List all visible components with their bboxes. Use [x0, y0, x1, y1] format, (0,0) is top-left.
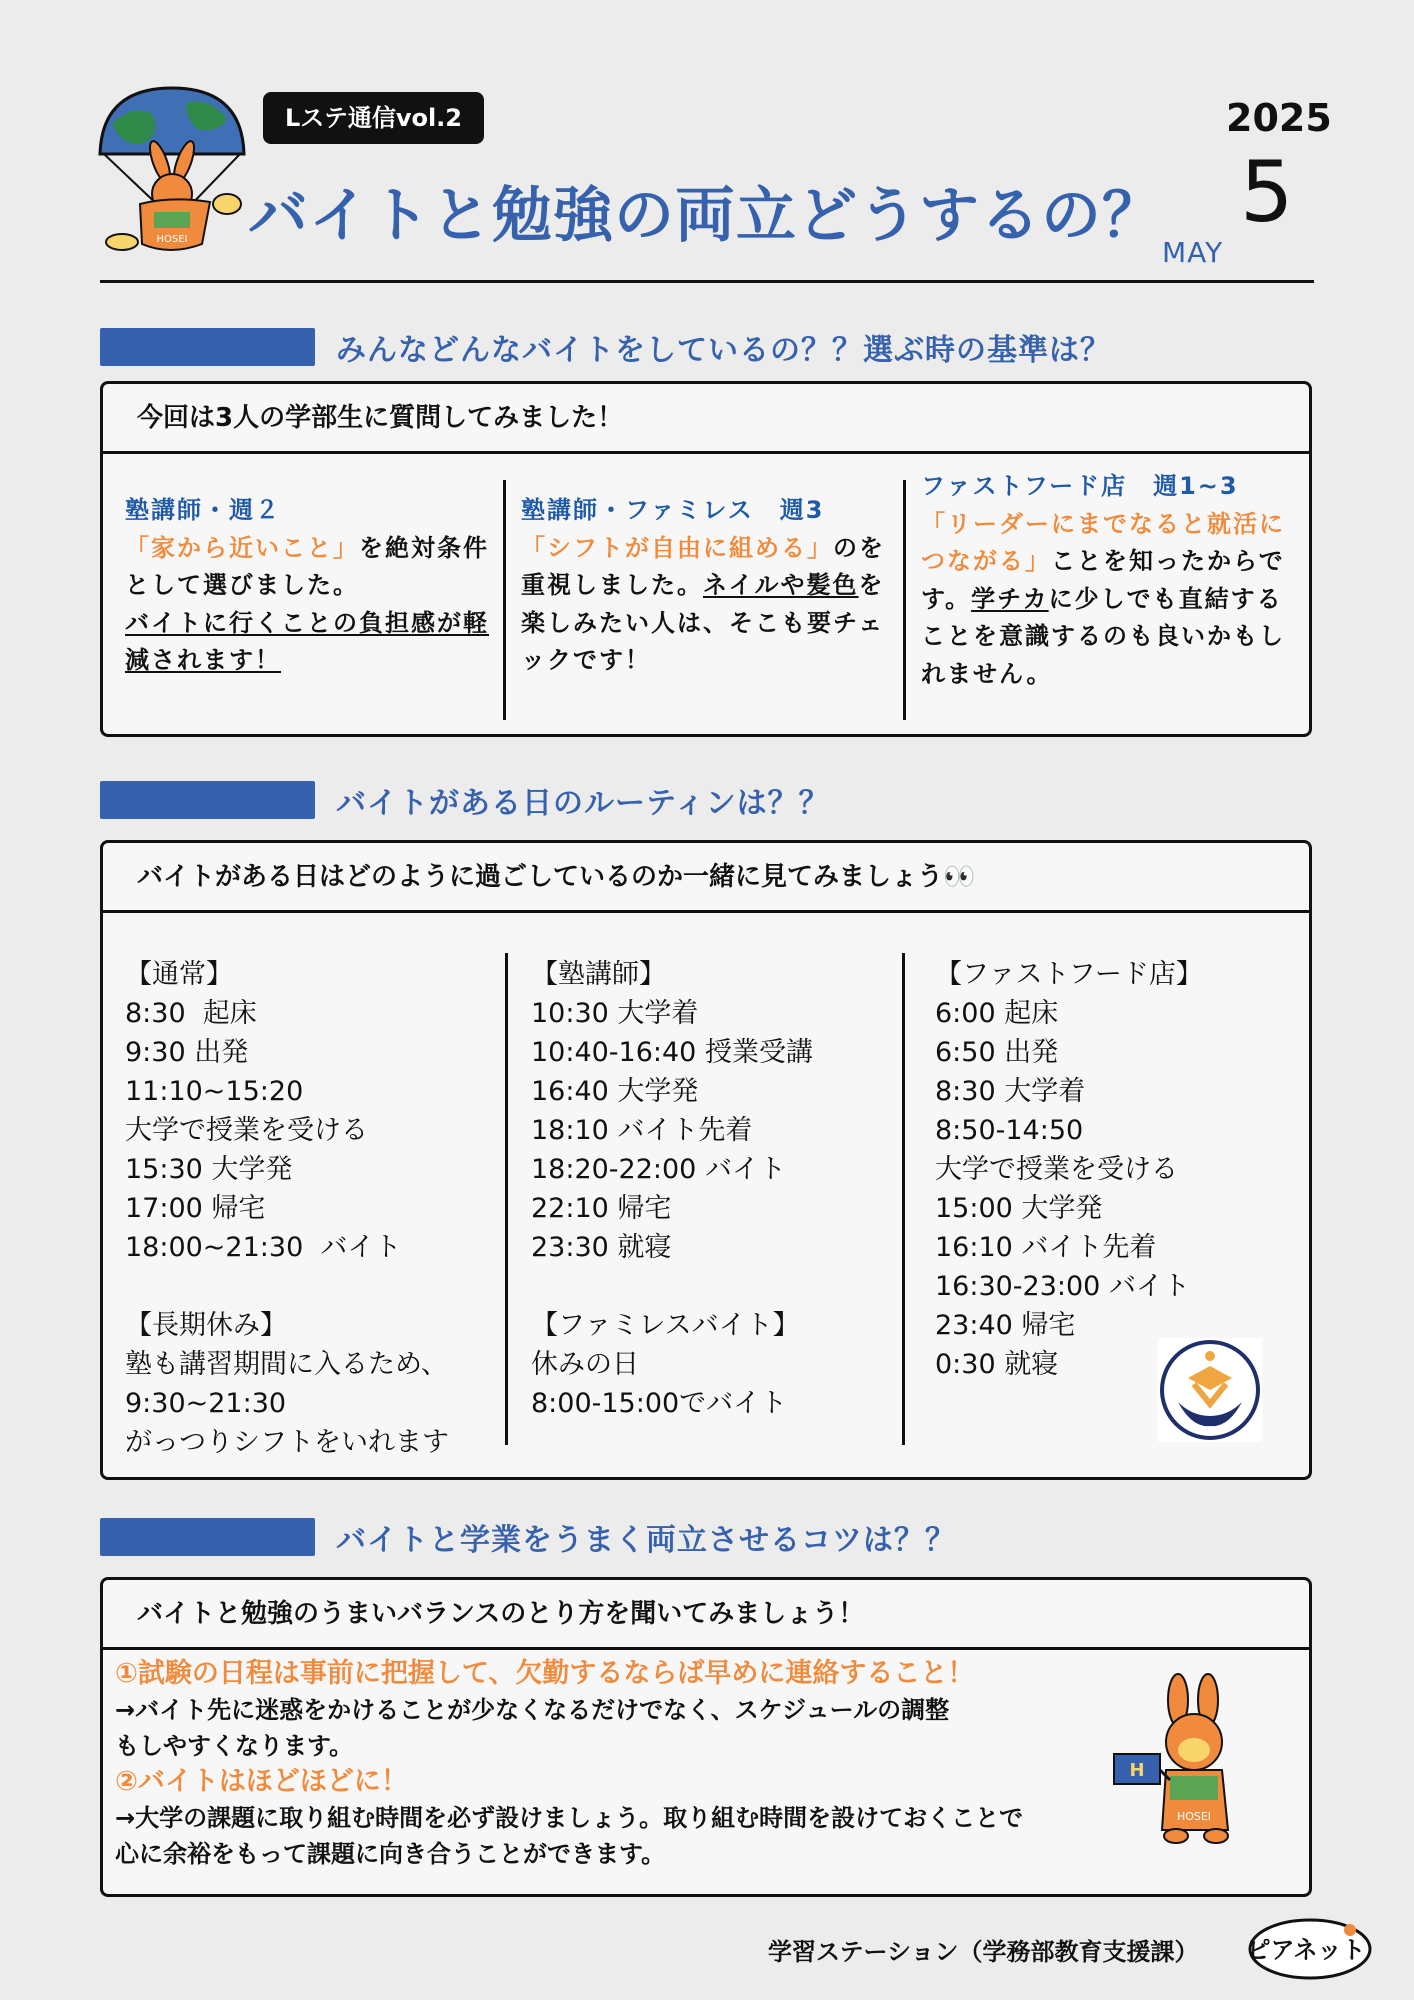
title-divider [100, 280, 1314, 283]
person-1-underline: バイトに行くことの負担感が軽減されます！ [125, 608, 489, 674]
learning-station-emblem-icon [1158, 1338, 1262, 1442]
issue-month-name: MAY [1162, 236, 1224, 269]
tip-2-line-2: 心に余裕をもって課題に向き合うことができます。 [115, 1840, 666, 1868]
page-title: バイトと勉強の両立どうするの？ [248, 181, 1163, 251]
section1-bar [100, 328, 315, 366]
person-1-type: 塾講師・週２ [125, 496, 281, 524]
peer-net-logo [1246, 1916, 1374, 1982]
section1-title: みんなどんなバイトをしているの？？選ぶ時の基準は？ [336, 333, 1111, 368]
section3-box-head: バイトと勉強のうまいバランスのとり方を聞いてみましょう！ [103, 1580, 1309, 1650]
person-1-highlight: 「家から近いこと」 [125, 533, 359, 562]
footer-organization: 学習ステーション（学務部教育支援課） [768, 1938, 1199, 1966]
person-card-1 [125, 492, 495, 680]
person-1-text: を絶対条件として選びました。 [125, 533, 489, 599]
person-card-3 [921, 468, 1297, 693]
section1-box-head: 今回は3人の学部生に質問してみました！ [103, 384, 1309, 454]
column-divider [505, 953, 508, 1445]
schedule-tutor: 【塾講師】 10:30 大学着 10:40-16:40 授業受講 16:40 大学発 18:10 バイト先着 18:20-22:00 バイト 22:10 帰宅 23:30 就寝 【ファミレスバイト】 休みの日 8:00-15:00でバイト [531, 959, 813, 1419]
issue-year: 2025 [1226, 96, 1332, 140]
schedule-fastfood: 【ファストフード店】 6:00 起床 6:50 出発 8:30 大学着 8:50-14:50 大学で授業を受ける 15:00 大学発 16:10 バイト先着 16:30-23:00 バイト 23:40 帰宅 0:30 就寝 [935, 959, 1203, 1380]
issue-badge: Lステ通信vol.2 [263, 92, 484, 144]
section1-box [100, 381, 1312, 737]
person-2-underline: ネイルや髪色 [703, 571, 859, 599]
tip-1-line-1: →バイト先に迷惑をかけることが少なくなるだけでなく、スケジュールの調整 [115, 1696, 950, 1724]
column-divider [503, 480, 506, 720]
person-2-text2: を楽しみたい人は、そこも要チェックです！ [521, 571, 885, 674]
person-2-type: 塾講師・ファミレス 週3 [521, 496, 825, 524]
schedule-regular: 【通常】 8:30 起床 9:30 出発 11:10~15:20 大学で授業を受ける 15:30 大学発 17:00 帰宅 18:00~21:30 バイト 【長期休み】 塾も講習期間に入るため、 9:30~21:30 がっつりシフトをいれます [125, 959, 449, 1458]
person-3-text: ことを知ったからです。 [921, 547, 1285, 613]
person-3-type: ファストフード店 週1~3 [921, 472, 1239, 500]
svg-text:H: H [1129, 1760, 1145, 1781]
section2-title: バイトがある日のルーティンは？？ [336, 786, 830, 821]
person-2-highlight: 「シフトが自由に組める」 [521, 533, 833, 562]
svg-text:HOSEI: HOSEI [1176, 1810, 1212, 1823]
svg-text:ピアネット: ピアネット [1246, 1936, 1366, 1964]
section2-box-head: バイトがある日はどのように過ごしているのか一緒に見てみましょう👀 [103, 843, 1309, 913]
person-3-text2: に少しでも直結することを意識するのも良いかもしれません。 [921, 584, 1285, 688]
parachute-rabbit-mascot-icon [92, 84, 252, 264]
section2-bar [100, 781, 315, 819]
tip-1-title: ①試験の日程は事前に把握して、欠勤するならば早めに連絡すること！ [115, 1658, 975, 1689]
tips-list [115, 1656, 1145, 1872]
rabbit-mascot-with-flag-icon [1112, 1670, 1262, 1850]
person-3-highlight: 「リーダーにまでなると就活につながる」 [921, 509, 1285, 575]
tip-2-line-1: →大学の課題に取り組む時間を必ず設けましょう。取り組む時間を設けておくことで [115, 1804, 1024, 1832]
section2-box [100, 840, 1312, 1480]
tip-2-title: ②バイトはほどほどに！ [115, 1766, 408, 1797]
person-3-underline: 学チカ [971, 584, 1049, 613]
svg-text:HOSEI: HOSEI [156, 234, 188, 245]
section3-title: バイトと学業をうまく両立させるコツは？？ [336, 1523, 956, 1558]
person-card-2 [521, 492, 891, 680]
column-divider [903, 480, 906, 720]
section3-bar [100, 1518, 315, 1556]
column-divider [902, 953, 905, 1445]
person-2-text: のを重視しました。 [521, 533, 885, 599]
tip-1-line-2: もしやすくなります。 [115, 1732, 354, 1760]
issue-month-number: 5 [1240, 143, 1294, 241]
